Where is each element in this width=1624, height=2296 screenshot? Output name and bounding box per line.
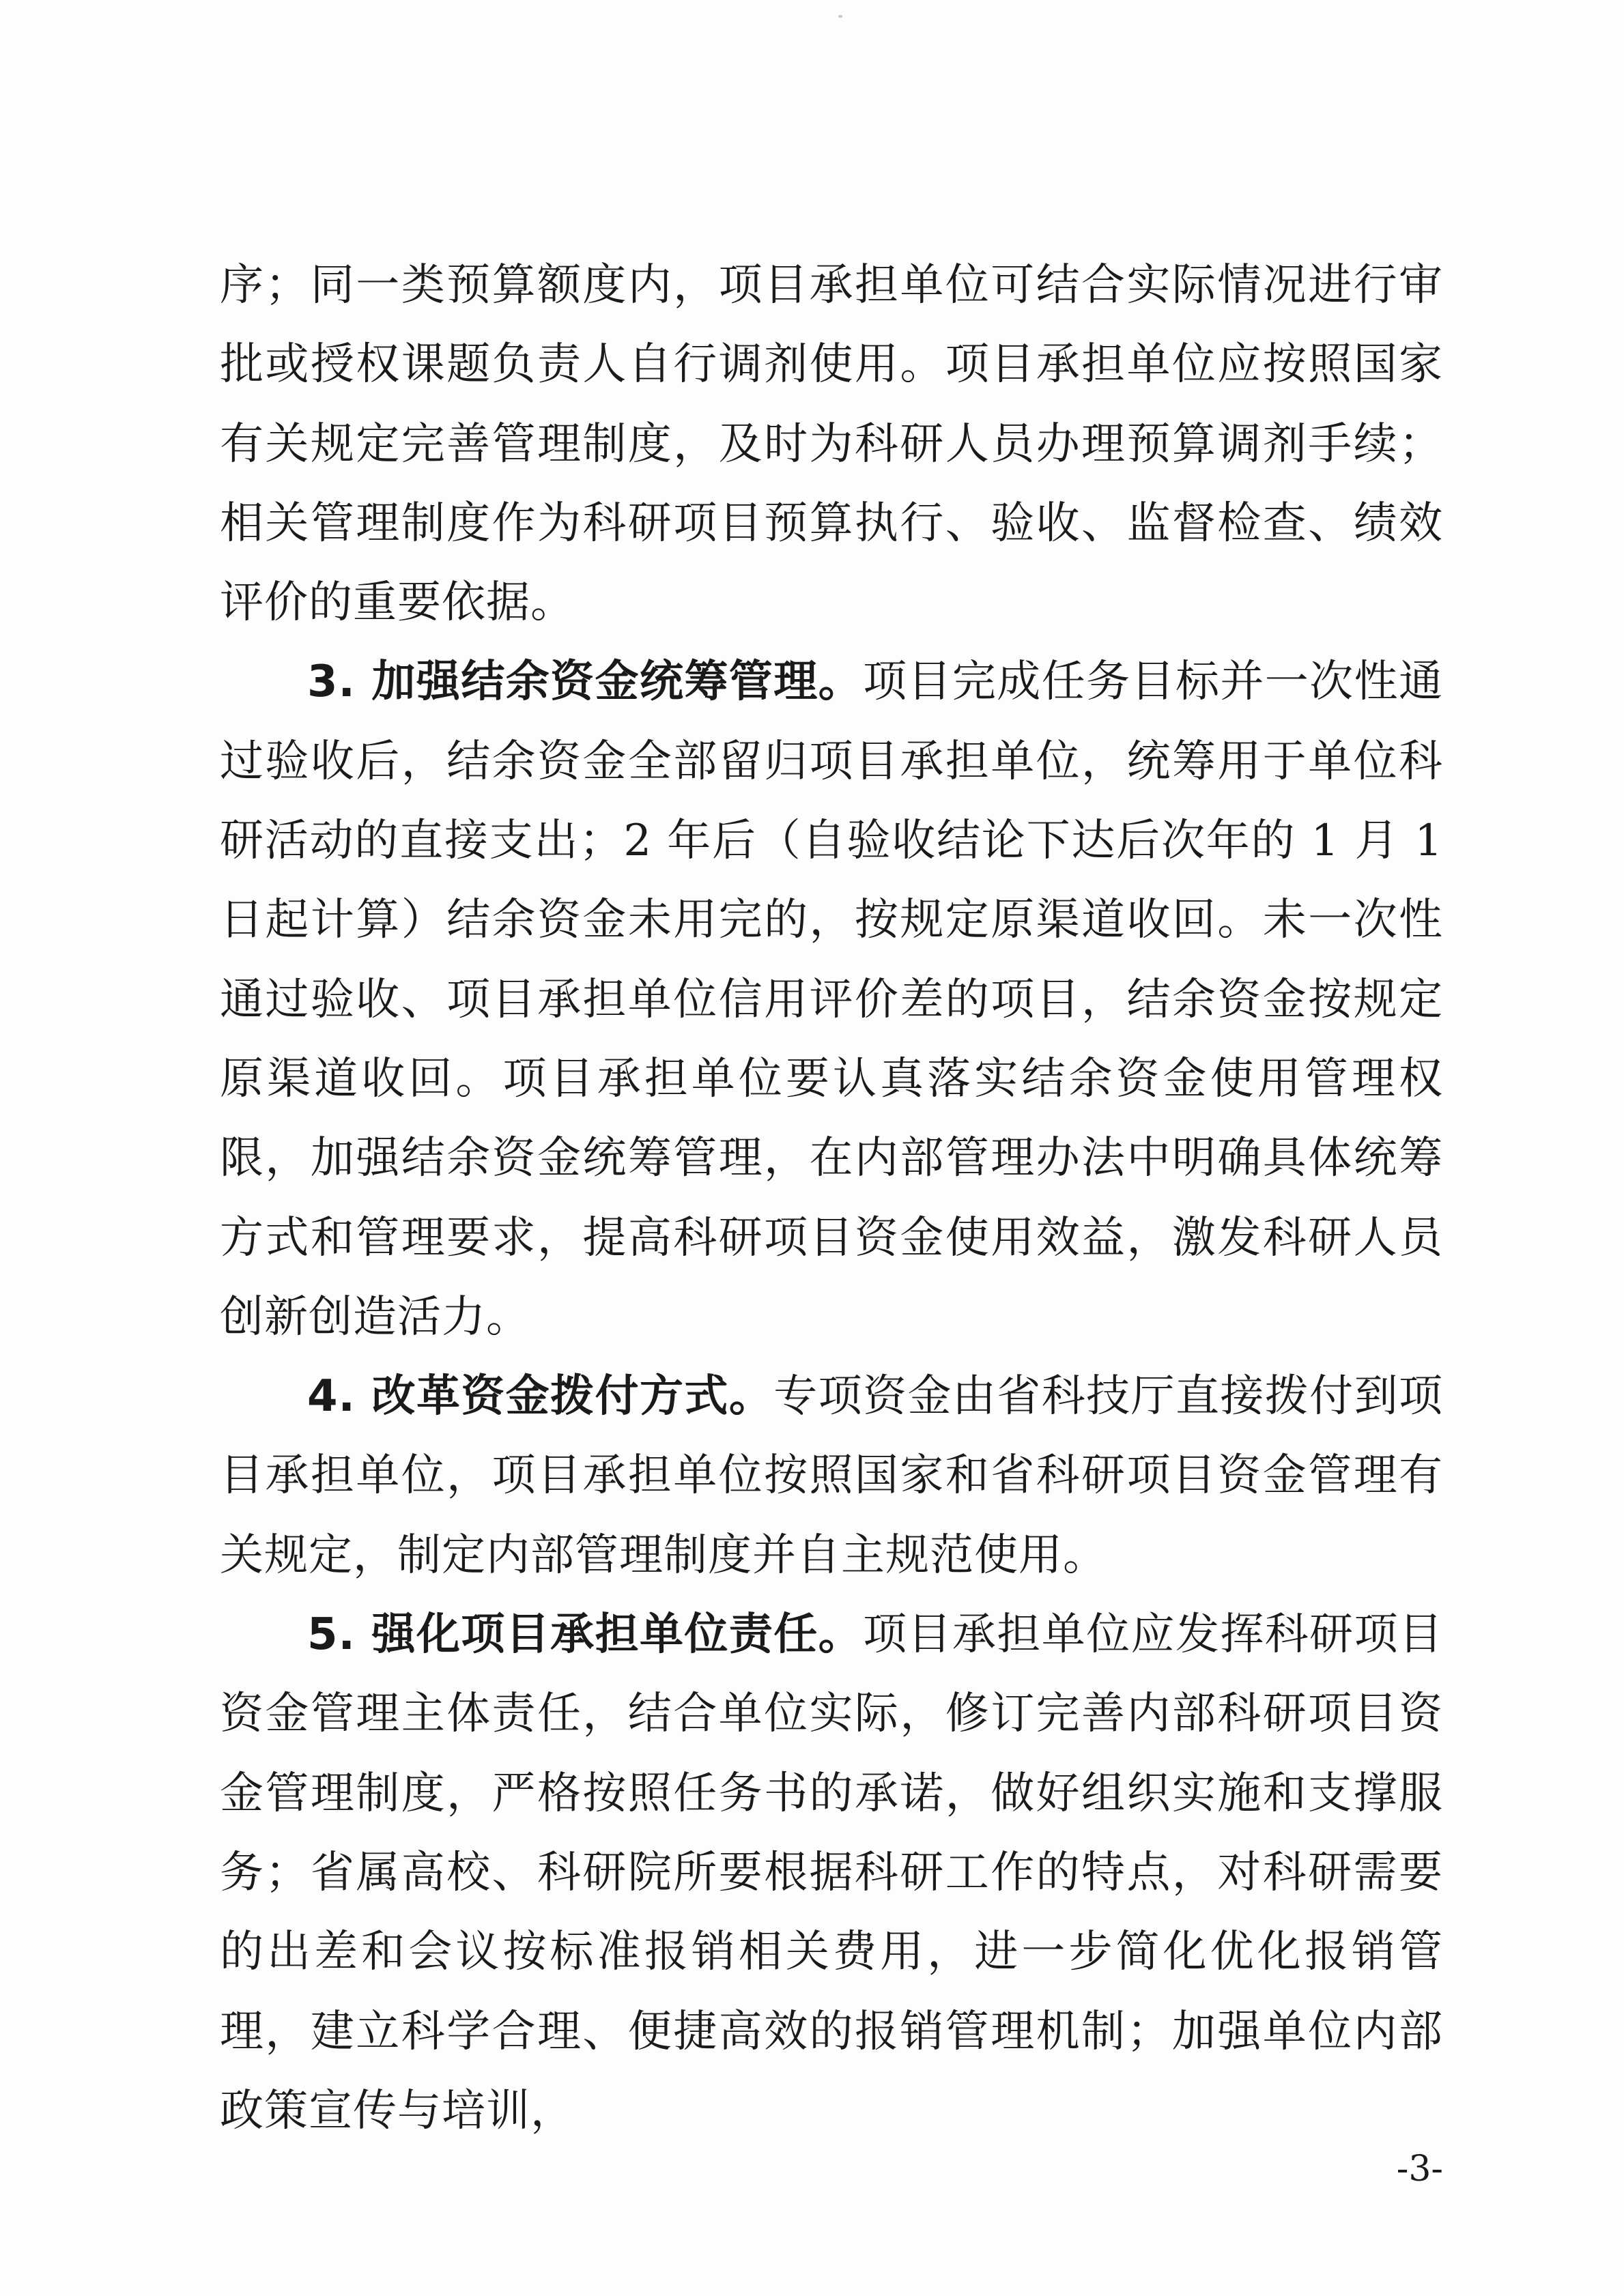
- scan-mark: [838, 15, 842, 18]
- paragraph-3-text: 专项资金由省科技厅直接拨付到项目承担单位，项目承担单位按照国家和省科研项目资金管理有关规定，制定内部管理制度并自主规范使用。: [220, 1371, 1444, 1581]
- body-text: [220, 246, 1443, 2151]
- paragraph-2-heading: 3. 加强结余资金统筹管理。: [307, 657, 864, 708]
- paragraph-1: [220, 246, 1443, 642]
- paragraph-2: [220, 642, 1443, 1357]
- paragraph-3: [220, 1357, 1443, 1595]
- paragraph-4: [220, 1595, 1443, 2151]
- paragraph-3-heading: 4. 改革资金拨付方式。: [307, 1371, 774, 1422]
- paragraph-4-text: 项目承担单位应发挥科研项目资金管理主体责任，结合单位实际，修订完善内部科研项目资金管理制度，严格按照任务书的承诺，做好组织实施和支撑服务；省属高校、科研院所要根据科研工作的特点，对科研需要的出差和会议按标准报销相关费用，进一步简化优化报销管理，建立科学合理、便捷高效的报销管理机制；加强单位内部政策宣传与培训，: [220, 1609, 1443, 2136]
- paragraph-4-heading: 5. 强化项目承担单位责任。: [307, 1609, 864, 1661]
- page-number: -3-: [1396, 2149, 1443, 2190]
- paragraph-2-text: 项目完成任务目标并一次性通过验收后，结余资金全部留归项目承担单位，统筹用于单位科研活动的直接支出；2 年后（自验收结论下达后次年的 1 月 1 日起计算）结余资金未用完的，按规定原渠道收回。未一次性通过验收、项目承担单位信用评价差的项目，结余资金按规定原渠道收回。项目承担单位要认真落实结余资金使用管理权限，加强结余资金统筹管理，在内部管理办法中明确具体统筹方式和管理要求，提高科研项目资金使用效益，激发科研人员创新创造活力。: [220, 657, 1443, 1343]
- paragraph-1-text: 序；同一类预算额度内，项目承担单位可结合实际情况进行审批或授权课题负责人自行调剂使用。项目承担单位应按照国家有关规定完善管理制度，及时为科研人员办理预算调剂手续；相关管理制度作为科研项目预算执行、验收、监督检查、绩效评价的重要依据。: [220, 260, 1443, 629]
